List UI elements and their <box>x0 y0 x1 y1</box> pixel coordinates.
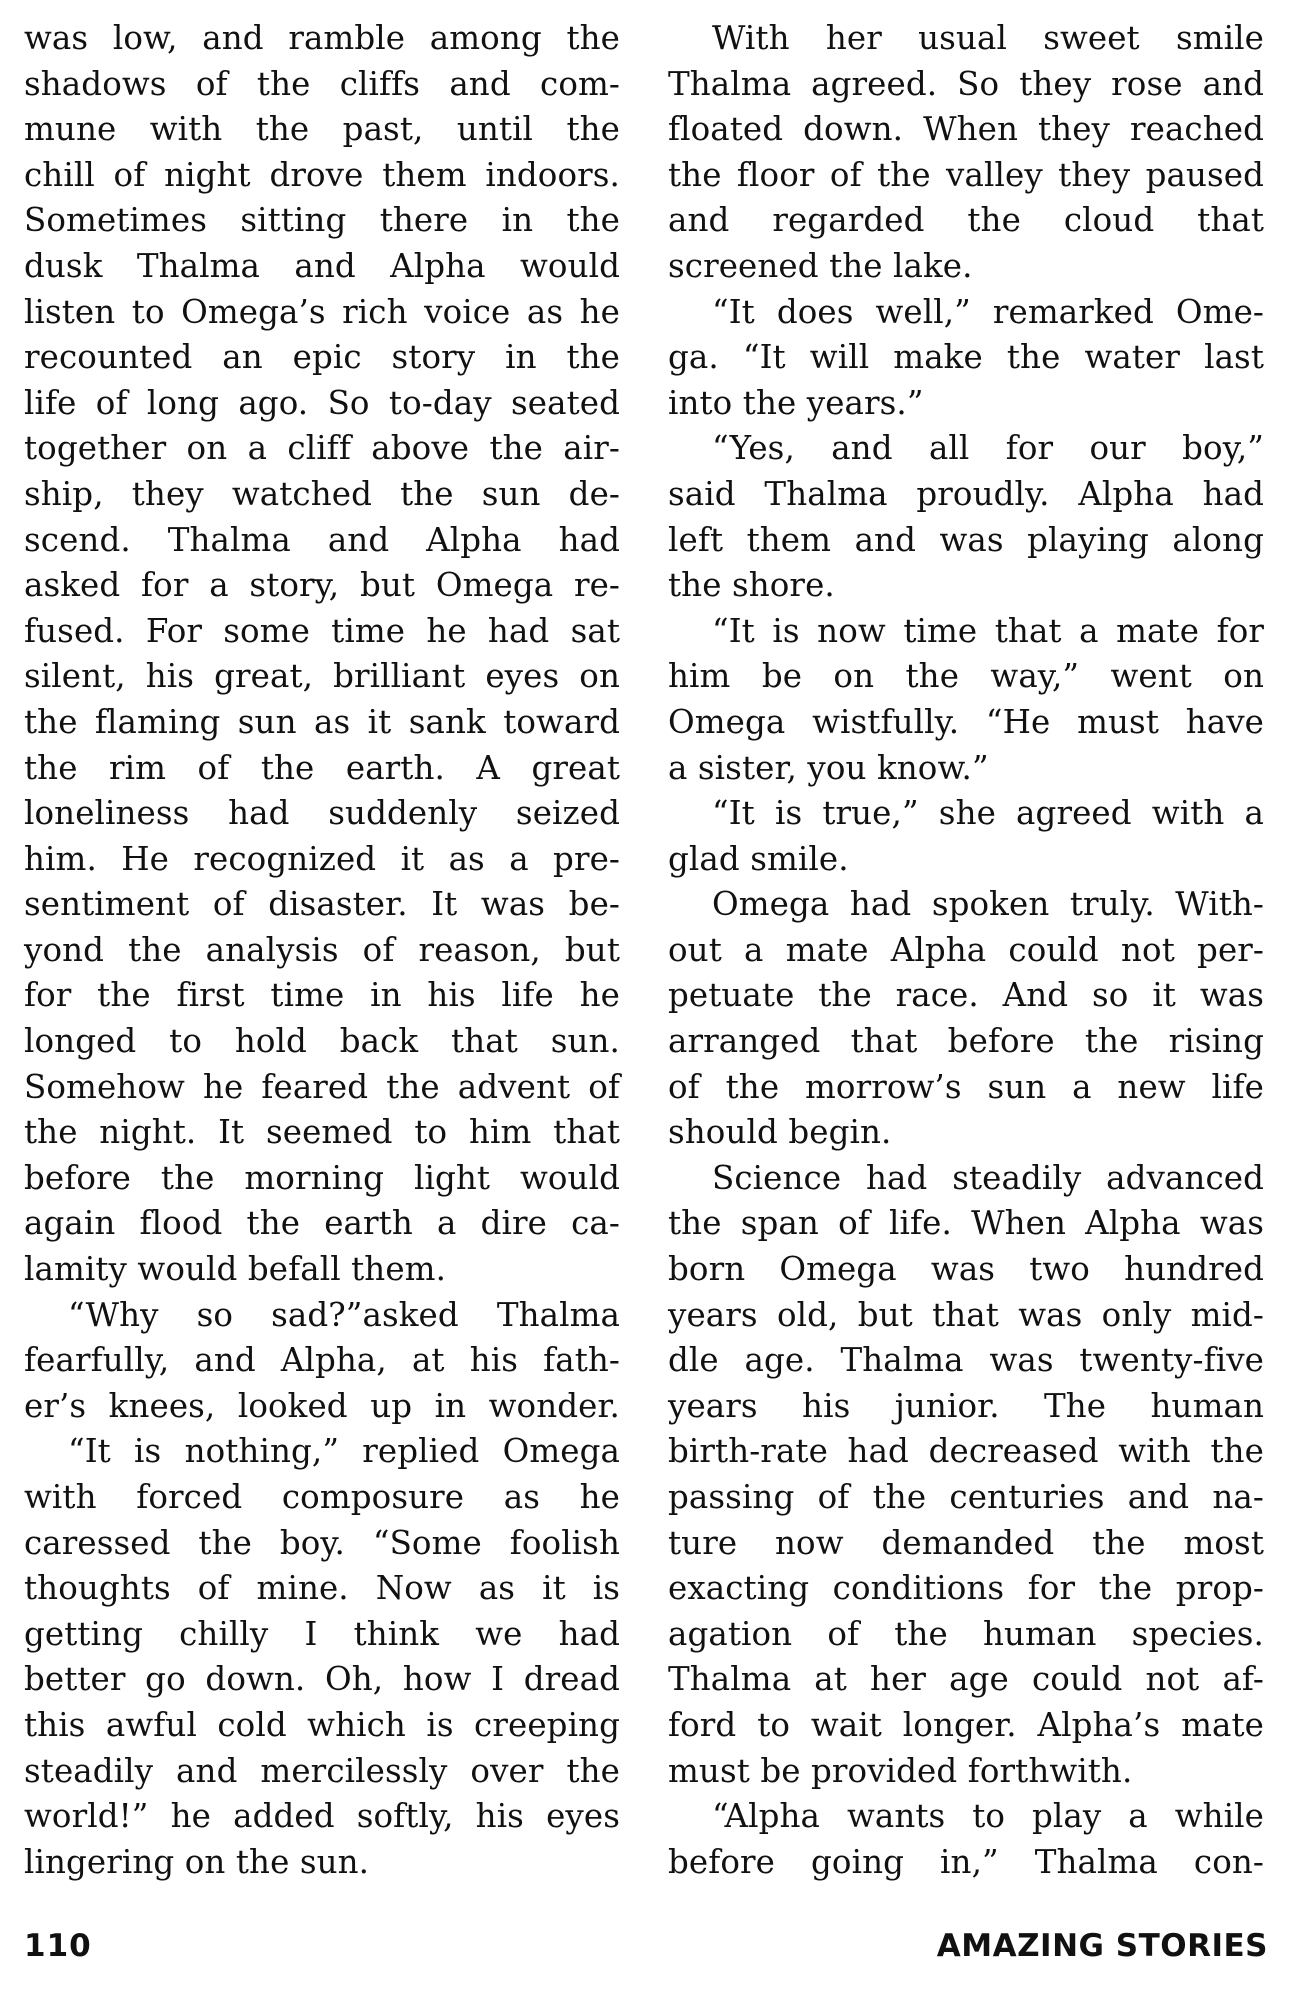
text-line: together on a cliff above the air- <box>24 429 620 468</box>
text-line: asked for a story, but Omega re- <box>24 566 620 605</box>
text-line: lamity would befall them. <box>24 1250 447 1289</box>
text-line: for the first time in his life he <box>24 976 620 1015</box>
right-column <box>668 16 1264 1885</box>
text-line: was low, and ramble among the <box>24 19 620 57</box>
text-line: ford to wait longer. Alpha’s mate <box>668 1705 1264 1744</box>
text-line: ga. “It will make the water last <box>668 338 1264 377</box>
text-line: passing of the centuries and na- <box>668 1478 1264 1516</box>
text-line: scend. Thalma and Alpha had <box>24 520 620 559</box>
text-line: the floor of the valley they paused <box>668 155 1264 194</box>
text-line: years old, but that was only mid- <box>668 1295 1264 1334</box>
text-line: With her usual sweet smile <box>712 19 1264 57</box>
running-head: AMAZING STORIES <box>936 1928 1268 1964</box>
text-line: of the morrow’s sun a new life <box>668 1067 1264 1106</box>
text-line: dle age. Thalma was twenty-five <box>668 1341 1264 1380</box>
text-line: “Alpha wants to play a while <box>712 1797 1264 1836</box>
text-line: Somehow he feared the advent of <box>24 1067 620 1106</box>
text-line: with forced composure as he <box>24 1478 620 1516</box>
text-line: and regarded the cloud that <box>668 201 1264 240</box>
text-line: “It does well,” remarked Ome- <box>712 292 1264 331</box>
text-line: Science had steadily advanced <box>712 1158 1264 1197</box>
text-line: before going in,” Thalma con- <box>668 1842 1264 1881</box>
text-line: Omega had spoken truly. With- <box>712 885 1264 924</box>
text-line: screened the lake. <box>668 246 973 285</box>
text-line: born Omega was two hundred <box>668 1250 1264 1289</box>
text-line: listen to Omega’s rich voice as he <box>24 292 620 331</box>
text-line: “Why so sad?”asked Thalma <box>68 1295 620 1334</box>
text-line: ture now demanded the most <box>668 1523 1264 1562</box>
text-line: “Yes, and all for our boy,” <box>712 429 1264 468</box>
text-line: him be on the way,” went on <box>668 657 1264 696</box>
text-line: before the morning light would <box>24 1158 620 1197</box>
text-line: the span of life. When Alpha was <box>668 1204 1264 1243</box>
text-line: chill of night drove them indoors. <box>24 155 620 194</box>
text-line: “It is true,” she agreed with a <box>712 794 1264 833</box>
text-line: should begin. <box>668 1113 892 1152</box>
text-line: getting chilly I think we had <box>24 1614 620 1653</box>
text-line: the rim of the earth. A great <box>24 748 620 787</box>
text-line: the flaming sun as it sank toward <box>24 702 620 741</box>
text-line: exacting conditions for the prop- <box>668 1569 1264 1608</box>
text-line: steadily and mercilessly over the <box>24 1751 620 1790</box>
text-line: thoughts of mine. Now as it is <box>24 1569 620 1608</box>
text-line: said Thalma proudly. Alpha had <box>668 474 1264 513</box>
text-line: this awful cold which is creeping <box>24 1705 620 1744</box>
text-line: years his junior. The human <box>668 1386 1264 1425</box>
text-line: glad smile. <box>668 839 849 878</box>
text-line: sentiment of disaster. It was be- <box>24 885 620 924</box>
text-line: him. He recognized it as a pre- <box>24 839 620 878</box>
text-line: must be provided forthwith. <box>668 1751 1133 1790</box>
text-line: better go down. Oh, how I dread <box>24 1660 620 1699</box>
text-line: agation of the human species. <box>668 1614 1264 1653</box>
text-line: Thalma at her age could not af- <box>668 1660 1264 1699</box>
text-line: yond the analysis of reason, but <box>24 930 620 969</box>
text-line: fearfully, and Alpha, at his fath- <box>24 1341 620 1380</box>
text-line: Sometimes sitting there in the <box>24 201 620 240</box>
text-line: floated down. When they reached <box>668 110 1264 149</box>
page-footer <box>24 1923 1268 1969</box>
text-line: shadows of the cliffs and com- <box>24 64 620 103</box>
text-line: longed to hold back that sun. <box>24 1022 620 1061</box>
left-column <box>24 16 620 1885</box>
text-line: Omega wistfully. “He must have <box>668 702 1264 741</box>
text-line: birth-rate had decreased with the <box>668 1432 1264 1471</box>
text-line: life of long ago. So to-day seated <box>24 383 620 422</box>
text-line: fused. For some time he had sat <box>24 611 620 650</box>
text-line: mune with the past, until the <box>24 110 620 149</box>
text-line: into the years.” <box>668 383 924 422</box>
text-line: “It is nothing,” replied Omega <box>68 1432 620 1471</box>
text-line: er’s knees, looked up in wonder. <box>24 1386 620 1425</box>
text-line: “It is now time that a mate for <box>712 611 1264 650</box>
text-line: world!” he added softly, his eyes <box>24 1797 620 1836</box>
text-line: caressed the boy. “Some foolish <box>24 1523 620 1562</box>
text-line: again flood the earth a dire ca- <box>24 1204 620 1243</box>
text-line: loneliness had suddenly seized <box>24 794 620 833</box>
text-line: petuate the race. And so it was <box>668 976 1264 1015</box>
text-line: Thalma agreed. So they rose and <box>668 64 1264 103</box>
text-line: dusk Thalma and Alpha would <box>24 246 620 285</box>
page-number: 110 <box>24 1928 92 1964</box>
text-line: arranged that before the rising <box>668 1022 1264 1061</box>
text-line: the shore. <box>668 566 835 605</box>
text-line: recounted an epic story in the <box>24 338 620 377</box>
text-line: lingering on the sun. <box>24 1842 370 1881</box>
text-line: the night. It seemed to him that <box>24 1113 620 1152</box>
text-line: ship, they watched the sun de- <box>24 474 620 513</box>
text-line: out a mate Alpha could not per- <box>668 930 1264 969</box>
text-line: left them and was playing along <box>668 520 1264 559</box>
text-line: a sister, you know.” <box>668 748 989 787</box>
text-line: silent, his great, brilliant eyes on <box>24 657 620 696</box>
